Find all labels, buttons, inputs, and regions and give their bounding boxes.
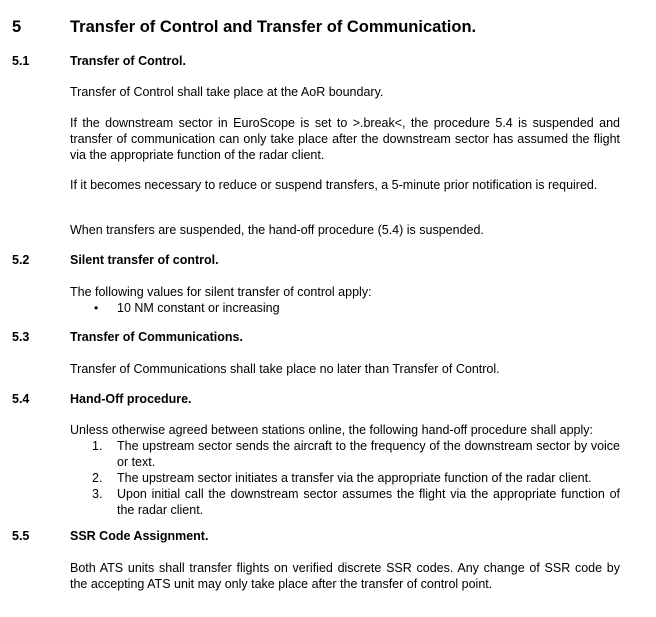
list-item xyxy=(70,486,620,518)
step-number: 2. xyxy=(92,471,103,485)
section-number-5-5: 5.5 xyxy=(12,529,30,543)
step-number: 3. xyxy=(92,487,103,501)
section-title-5-3: Transfer of Communications. xyxy=(70,330,243,344)
section-title-5-2: Silent transfer of control. xyxy=(70,253,219,267)
chapter-title: Transfer of Control and Transfer of Communication. xyxy=(70,18,477,36)
section-5-3-paragraph-1: Transfer of Communications shall take place no later than Transfer of Control. xyxy=(70,362,500,376)
section-5-2-intro: The following values for silent transfer of control apply: xyxy=(70,285,372,299)
section-5-5-paragraph-1: Both ATS units shall transfer flights on verified discrete SSR codes. Any change of SSR code by the accepting ATS unit may only take place after the transfer of control point. xyxy=(70,561,620,591)
section-number-5-4: 5.4 xyxy=(12,392,30,406)
section-5-1-paragraph-3: If it becomes necessary to reduce or suspend transfers, a 5-minute prior notification is required. xyxy=(70,178,598,192)
section-5-1-paragraph-4: When transfers are suspended, the hand-off procedure (5.4) is suspended. xyxy=(70,223,484,237)
section-number-5-1: 5.1 xyxy=(12,54,30,68)
list-item-text: The upstream sector initiates a transfer via the appropriate function of the radar client. xyxy=(117,471,592,485)
section-title-5-4: Hand-Off procedure. xyxy=(70,392,192,406)
list-item xyxy=(70,300,620,316)
section-number-5-3: 5.3 xyxy=(12,330,30,344)
list-item-text: 10 NM constant or increasing xyxy=(117,301,280,315)
section-5-1-paragraph-2: If the downstream sector in EuroScope is set to >.break<, the procedure 5.4 is suspended and transfer of communication can only take place after the downstream sector has assumed the flight via the appropriate function of the radar client. xyxy=(70,116,620,162)
section-5-4-intro: Unless otherwise agreed between stations online, the following hand-off procedure shall apply: xyxy=(70,423,594,437)
list-item-text: The upstream sector sends the aircraft to the frequency of the downstream sector by voice or text. xyxy=(117,439,620,469)
chapter-number: 5 xyxy=(12,18,22,36)
list-item xyxy=(70,470,620,486)
hand-off-steps-list xyxy=(70,438,620,518)
section-title-5-5: SSR Code Assignment. xyxy=(70,529,209,543)
section-title-5-1: Transfer of Control. xyxy=(70,54,186,68)
silent-transfer-list xyxy=(70,300,620,316)
bullet-icon: • xyxy=(94,301,99,315)
section-number-5-2: 5.2 xyxy=(12,253,30,267)
section-5-1-paragraph-1: Transfer of Control shall take place at the AoR boundary. xyxy=(70,85,384,99)
list-item xyxy=(70,438,620,470)
step-number: 1. xyxy=(92,439,103,453)
list-item-text: Upon initial call the downstream sector assumes the flight via the appropriate function of the radar client. xyxy=(117,487,620,517)
